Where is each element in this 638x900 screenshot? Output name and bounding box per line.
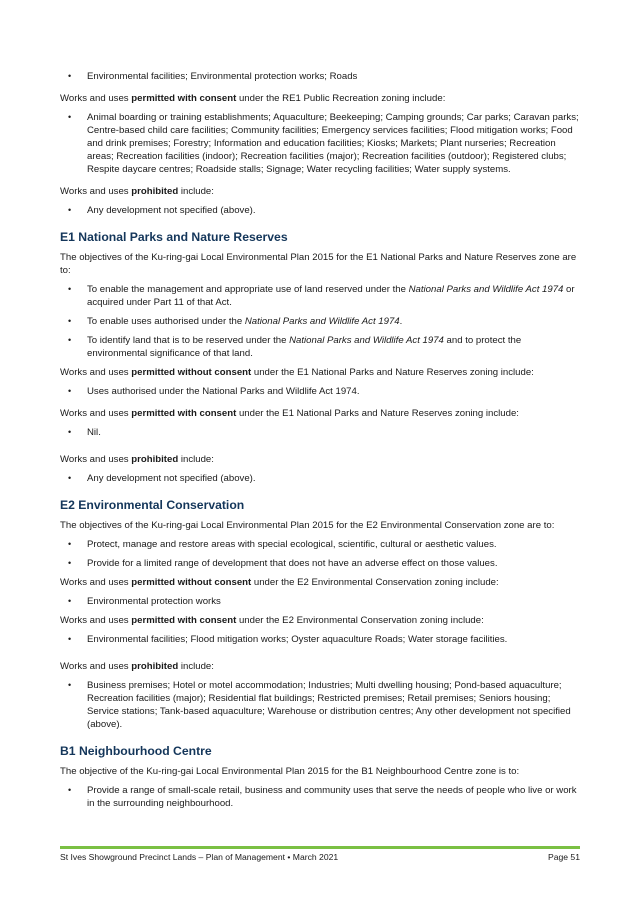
bullet-icon: • <box>68 386 72 396</box>
e2-with-consent-intro: Works and uses permitted with consent under the E2 Environmental Conservation zoning include: <box>60 615 484 626</box>
list-item: • Environmental facilities; Environmental protection works; Roads <box>68 71 358 82</box>
e1-without-consent-intro: Works and uses permitted without consent under the E1 National Parks and Nature Reserves zoning include: <box>60 367 534 378</box>
bullet-icon: • <box>68 634 72 644</box>
e1-objectives-list <box>60 283 580 360</box>
bullet-icon: • <box>68 205 72 215</box>
list-item: • Business premises; Hotel or motel accommodation; Industries; Multi dwelling housing; Pond-based aquaculture; Recreation facilities (major); Residential flat buildings; Restricted premises; Retail premises; Seniors housing; Service stations; Tank-based aquaculture; Warehouse or distribution centres; Any other development not specified (above). <box>68 680 571 730</box>
list-item: • Any development not specified (above). <box>68 205 256 216</box>
bullet-icon: • <box>68 335 72 345</box>
bullet-icon: • <box>68 316 72 326</box>
e1-with-consent-intro: Works and uses permitted with consent under the E1 National Parks and Nature Reserves zoning include: <box>60 408 519 419</box>
footer-title: St Ives Showground Precinct Lands – Plan of Management • March 2021 <box>60 852 339 862</box>
b1-objective-intro: The objective of the Ku-ring-gai Local Environmental Plan 2015 for the B1 Neighbourhood Centre zone is to: <box>60 766 520 777</box>
bullet-icon: • <box>68 558 72 568</box>
section-heading-e1: E1 National Parks and Nature Reserves <box>60 230 288 244</box>
bullet-icon: • <box>68 112 72 122</box>
bullet-icon: • <box>68 473 72 483</box>
list-item: • Provide a range of small-scale retail, business and community uses that serve the needs of people who live or work in the surrounding neighbourhood. <box>68 785 577 809</box>
e2-without-consent-list <box>60 595 580 608</box>
e1-with-consent-list <box>60 426 580 439</box>
e2-prohibited-list <box>60 679 580 731</box>
re1-prohibited-intro: Works and uses prohibited include: <box>60 186 214 197</box>
document-body <box>60 70 580 816</box>
bullet-icon: • <box>68 539 72 549</box>
bullet-icon: • <box>68 785 72 795</box>
bullet-icon: • <box>68 71 72 81</box>
bullet-icon: • <box>68 284 72 294</box>
e2-objectives-intro: The objectives of the Ku-ring-gai Local Environmental Plan 2015 for the E2 Environmental Conservation zone are to: <box>60 520 555 531</box>
bullet-icon: • <box>68 427 72 437</box>
e1-objectives-intro: The objectives of the Ku-ring-gai Local Environmental Plan 2015 for the E1 National Parks and Nature Reserves zone are to: <box>60 252 577 276</box>
b1-objectives-list <box>60 784 580 810</box>
list-item: • Environmental protection works <box>68 596 221 607</box>
list-item: • To enable uses authorised under the National Parks and Wildlife Act 1974. <box>68 316 403 327</box>
section-heading-e2: E2 Environmental Conservation <box>60 498 245 512</box>
e1-prohibited-intro: Works and uses prohibited include: <box>60 454 214 465</box>
bullet-icon: • <box>68 596 72 606</box>
e2-with-consent-list <box>60 633 580 646</box>
list-item: • Uses authorised under the National Parks and Wildlife Act 1974. <box>68 386 360 397</box>
list-item: • Nil. <box>68 427 101 438</box>
e1-without-consent-list <box>60 385 580 398</box>
list-item: • Any development not specified (above). <box>68 473 256 484</box>
list-item: • To enable the management and appropriate use of land reserved under the National Parks and Wildlife Act 1974 or acquired under Part 11 of that Act. <box>68 284 575 308</box>
re1-prohibited-list <box>60 204 580 217</box>
e2-objectives-list <box>60 538 580 570</box>
section-heading-b1: B1 Neighbourhood Centre <box>60 744 212 758</box>
list-item: • Protect, manage and restore areas with special ecological, scientific, cultural or aesthetic values. <box>68 539 497 550</box>
e2-without-consent-intro: Works and uses permitted without consent under the E2 Environmental Conservation zoning include: <box>60 577 499 588</box>
list-item: • Environmental facilities; Flood mitigation works; Oyster aquaculture Roads; Water storage facilities. <box>68 634 508 645</box>
re1-with-consent-intro: Works and uses permitted with consent under the RE1 Public Recreation zoning include: <box>60 93 446 104</box>
list-item: • Animal boarding or training establishments; Aquaculture; Beekeeping; Camping grounds; Car parks; Caravan parks; Centre-based child care facilities; Community facilities; Emergency services facilities; Flood mitigation works; Food and drink premises; Forestry; Information and education facilities; Kiosks; Markets; Plant nurseries; Recreation areas; Recreation facilities (indoor); Recreation facilities (major); Recreation facilities (outdoor); Registered clubs; Respite daycare centres; Roadside stalls; Signage; Water recycling facilities; Water supply systems. <box>68 112 579 175</box>
e2-prohibited-intro: Works and uses prohibited include: <box>60 661 214 672</box>
bullet-icon: • <box>68 680 72 690</box>
footer-divider <box>60 846 580 849</box>
list-item: • To identify land that is to be reserved under the National Parks and Wildlife Act 1974 and to protect the environmental significance of that land. <box>68 335 522 359</box>
list-item: • Provide for a limited range of development that does not have an adverse effect on those values. <box>68 558 498 569</box>
re1-tail-list <box>60 70 580 83</box>
page-number: Page 51 <box>547 852 580 862</box>
e1-prohibited-list <box>60 472 580 485</box>
re1-with-consent-list <box>60 111 580 176</box>
